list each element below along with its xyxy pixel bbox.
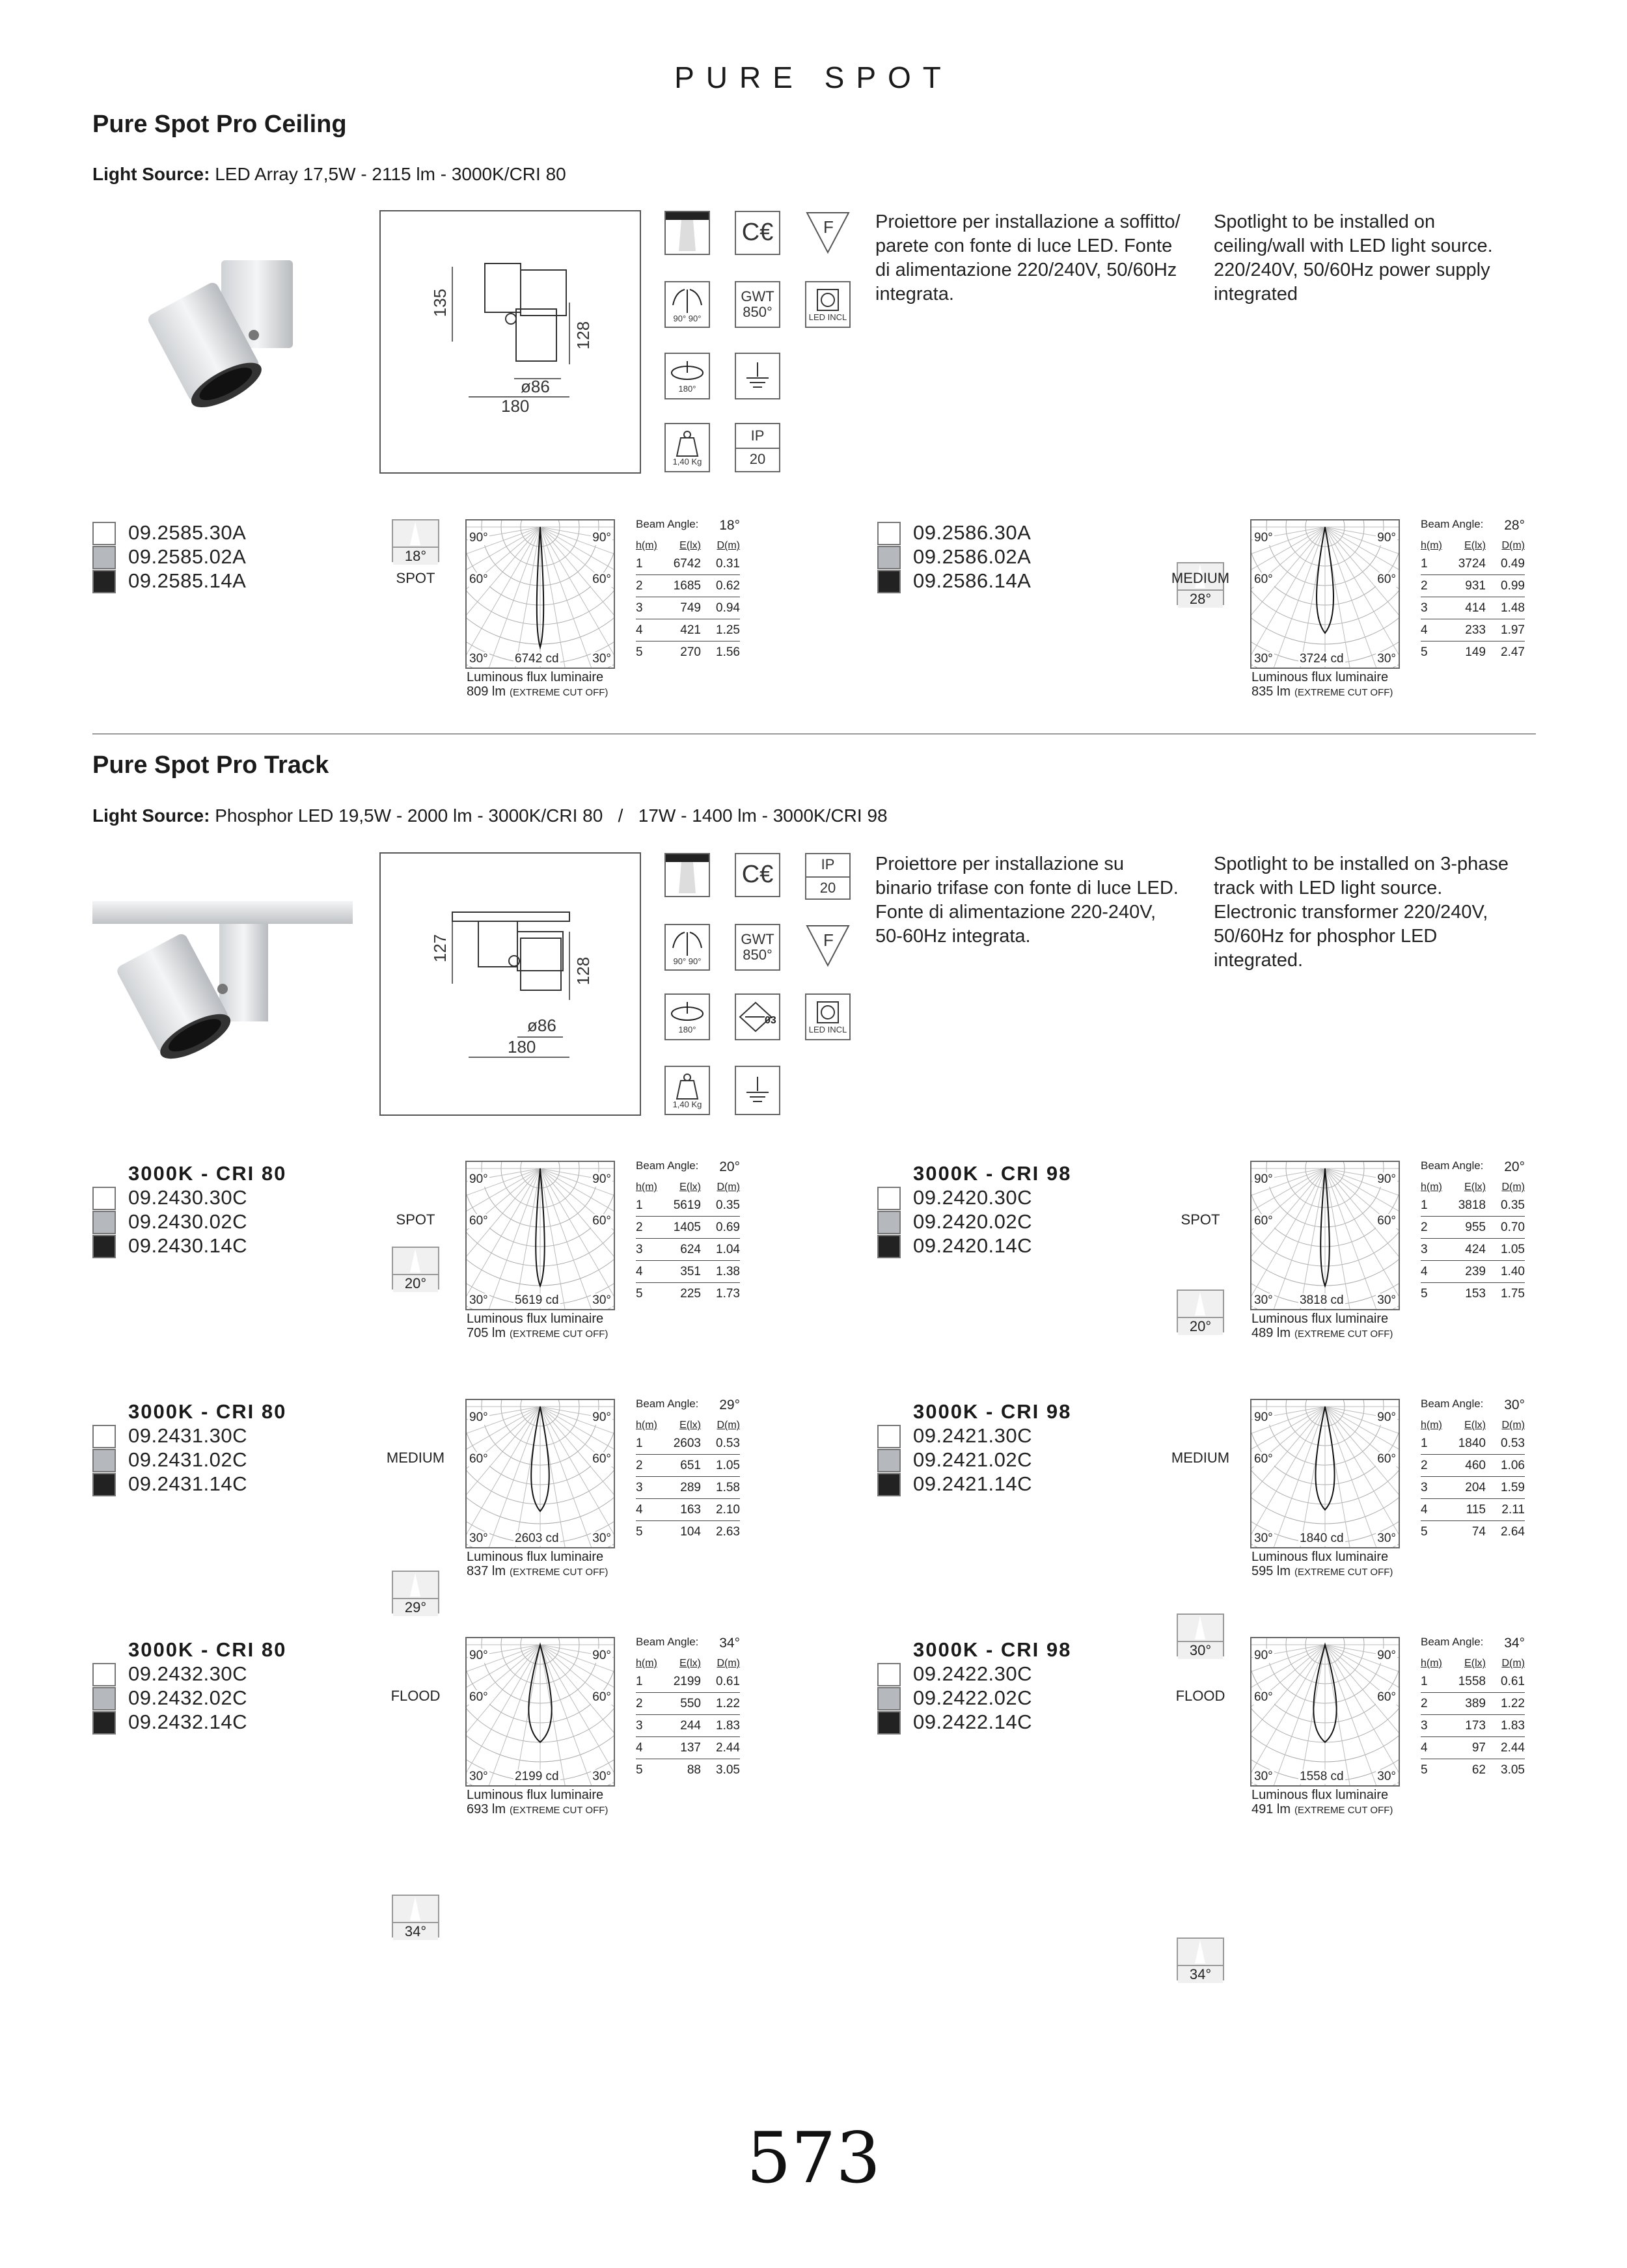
beam-angle-icon [392, 1895, 439, 1937]
dim-width: 180 [508, 1037, 536, 1057]
dimension-drawing-ceiling [379, 210, 641, 474]
beam-angle-value: 18° [393, 547, 438, 565]
illuminance-row: 3 414 1.48 [1421, 597, 1525, 619]
product-code: 09.2432.30C [128, 1662, 248, 1685]
product-photo-track [92, 885, 353, 1067]
beam-angle-value: 30° [1178, 1641, 1223, 1659]
product-code: 09.2585.02A [128, 545, 247, 568]
product-code: 09.2420.30C [913, 1186, 1033, 1209]
ce-mark-icon: C€ [735, 853, 780, 897]
svg-text:F: F [823, 930, 834, 950]
color-swatch [877, 1687, 901, 1710]
illuminance-table: Beam Angle: 20° h(m) E(lx) D(m) 1 5619 0.35 2 1405 0.69 3 624 1.04 4 351 1.38 5 225 1.73 [636, 1159, 740, 1305]
beam-angle-icon [1177, 1613, 1224, 1656]
peak-intensity: 6742 cd [515, 652, 559, 666]
illuminance-row: 5 225 1.73 [636, 1287, 740, 1301]
illuminance-table: Beam Angle: 18° h(m) E(lx) D(m) 1 6742 0.31 2 1685 0.62 3 749 0.94 4 421 1.25 5 270 1.56 [636, 518, 740, 664]
f-mark-icon [805, 924, 851, 968]
illuminance-table: Beam Angle: 30° h(m) E(lx) D(m) 1 1840 0.53 2 460 1.06 3 204 1.59 4 115 2.11 5 74 2.64 [1421, 1397, 1525, 1543]
track-adapter-icon [735, 993, 780, 1040]
led-included-icon: LED INCL [805, 993, 851, 1040]
peak-intensity: 2199 cd [515, 1770, 559, 1783]
rotation-icon: 180° [664, 993, 710, 1040]
dim-height: 127 [430, 934, 450, 963]
dim-diameter: ø86 [521, 377, 550, 396]
color-swatch [92, 1211, 116, 1234]
tilt-icon: 90° 90° [664, 281, 710, 328]
illuminance-row: 5 104 2.63 [636, 1525, 740, 1539]
polar-diagram: 90° 90° 60° 60° 30° 30° 6742 cd [465, 519, 615, 669]
product-photo-ceiling [146, 247, 303, 416]
section-title-track: Pure Spot Pro Track [92, 751, 329, 779]
illuminance-row: 4 421 1.25 [636, 619, 740, 641]
illuminance-row: 3 749 0.94 [636, 597, 740, 619]
illuminance-row: 4 233 1.97 [1421, 619, 1525, 641]
color-swatch [877, 1187, 901, 1210]
beam-angle-value: 29° [393, 1598, 438, 1616]
luminous-flux: Luminous flux luminaire 837 lm (EXTREME CUT OFF) [467, 1550, 608, 1578]
color-swatch [92, 570, 116, 593]
tilt-icon: 90° 90° [664, 924, 710, 971]
color-swatch [877, 1473, 901, 1496]
luminous-flux: Luminous flux luminaire 705 lm (EXTREME CUT OFF) [467, 1312, 608, 1340]
beam-type: SPOT [1181, 1211, 1220, 1228]
beam-type: MEDIUM [1171, 570, 1230, 586]
track-mount-icon [664, 853, 710, 897]
illuminance-row: 3 204 1.59 [1421, 1477, 1525, 1499]
illuminance-row: 2 550 1.22 [636, 1693, 740, 1715]
beam-type: MEDIUM [1171, 1450, 1230, 1466]
ip-rating-icon: IP 20 [805, 853, 851, 900]
illuminance-row: 5 62 3.05 [1421, 1763, 1525, 1777]
illuminance-row: 2 931 0.99 [1421, 575, 1525, 597]
page-number: 573 [746, 2118, 881, 2199]
product-code: 09.2421.14C [913, 1472, 1033, 1495]
illuminance-row: 3 173 1.83 [1421, 1715, 1525, 1737]
product-code: 09.2586.02A [913, 545, 1032, 568]
luminous-flux: Luminous flux luminaire 491 lm (EXTREME CUT OFF) [1251, 1788, 1393, 1816]
illuminance-table: Beam Angle: 34° h(m) E(lx) D(m) 1 1558 0.61 2 389 1.22 3 173 1.83 4 97 2.44 5 62 3.05 [1421, 1636, 1525, 1781]
color-swatch [92, 1711, 116, 1735]
illuminance-row: 3 424 1.05 [1421, 1239, 1525, 1261]
beam-type: FLOOD [390, 1688, 441, 1704]
product-code: 09.2430.02C [128, 1210, 248, 1233]
light-source-track: Light Source: Phosphor LED 19,5W - 2000 lm - 3000K/CRI 80 / 17W - 1400 lm - 3000K/CRI 98 [92, 805, 888, 826]
illuminance-row: 3 244 1.83 [636, 1715, 740, 1737]
beam-type: FLOOD [1175, 1688, 1225, 1704]
color-swatch [877, 1449, 901, 1472]
illuminance-row: 2 389 1.22 [1421, 1693, 1525, 1715]
page-title: PURE SPOT [674, 61, 953, 94]
description-en-ceiling: Spotlight to be installed on ceiling/wall with LED light source. 220/240V, 50/60Hz power supply integrated [1214, 211, 1493, 304]
illuminance-row: 1 3818 0.35 [1421, 1195, 1525, 1217]
description-it-ceiling: Proiettore per installazione a soffitto/ parete con fonte di luce LED. Fonte di alimentazione 220/240V, 50/60Hz integrata. [875, 211, 1181, 304]
dim-width: 180 [501, 396, 530, 416]
illuminance-row: 1 1558 0.61 [1421, 1671, 1525, 1693]
color-swatch [877, 1211, 901, 1234]
beam-angle-icon [1177, 1937, 1224, 1980]
product-code: 09.2420.14C [913, 1234, 1033, 1257]
illuminance-row: 2 460 1.06 [1421, 1455, 1525, 1477]
product-code: 09.2422.02C [913, 1686, 1033, 1709]
illuminance-row: 1 6742 0.31 [636, 553, 740, 575]
color-swatch [92, 1449, 116, 1472]
beam-type: SPOT [396, 1211, 435, 1228]
product-code: 09.2431.30C [128, 1424, 248, 1447]
peak-intensity: 2603 cd [515, 1532, 559, 1545]
light-source-ceiling: Light Source: LED Array 17,5W - 2115 lm - 3000K/CRI 80 [92, 164, 566, 184]
color-swatch [92, 522, 116, 545]
product-code: 09.2420.02C [913, 1210, 1033, 1233]
color-swatch [877, 522, 901, 545]
ip-rating-icon: IP 20 [735, 423, 780, 472]
section-title-ceiling: Pure Spot Pro Ceiling [92, 111, 347, 138]
illuminance-row: 1 5619 0.35 [636, 1195, 740, 1217]
ce-mark-icon: C€ [735, 211, 780, 255]
cri-label: 3000K - CRI 98 [913, 1638, 1072, 1661]
cri-label: 3000K - CRI 80 [128, 1162, 287, 1185]
illuminance-row: 5 270 1.56 [636, 645, 740, 659]
polar-diagram: 90° 90° 60° 60° 30° 30° 3724 cd [1250, 519, 1400, 669]
beam-angle-icon [392, 1247, 439, 1289]
luminous-flux: Luminous flux luminaire 809 lm (EXTREME CUT OFF) [467, 670, 608, 699]
description-en-track: Spotlight to be installed on 3-phase track with LED light source. Electronic transformer 220/240V, 50/60Hz for phosphor LED integrated. [1214, 854, 1509, 971]
illuminance-table: Beam Angle: 20° h(m) E(lx) D(m) 1 3818 0.35 2 955 0.70 3 424 1.05 4 239 1.40 5 153 1.75 [1421, 1159, 1525, 1305]
illuminance-row: 2 1685 0.62 [636, 575, 740, 597]
illuminance-row: 1 2603 0.53 [636, 1433, 740, 1455]
cri-label: 3000K - CRI 80 [128, 1400, 287, 1423]
peak-intensity: 5619 cd [515, 1293, 559, 1307]
color-swatch [877, 546, 901, 569]
color-swatch [877, 1425, 901, 1448]
illuminance-row: 3 624 1.04 [636, 1239, 740, 1261]
polar-diagram: 90° 90° 60° 60° 30° 30° 5619 cd [465, 1161, 615, 1310]
polar-diagram: 90° 90° 60° 60° 30° 30° 1840 cd [1250, 1399, 1400, 1548]
product-code: 09.2432.14C [128, 1710, 248, 1733]
svg-text:F: F [823, 217, 834, 237]
ceiling-mount-icon [664, 211, 710, 255]
cri-label: 3000K - CRI 80 [128, 1638, 287, 1661]
illuminance-row: 1 2199 0.61 [636, 1671, 740, 1693]
led-included-icon: LED INCL [805, 281, 851, 328]
beam-angle-icon [392, 1571, 439, 1613]
color-swatch [92, 546, 116, 569]
section-divider [92, 733, 1536, 735]
peak-intensity: 1840 cd [1300, 1532, 1344, 1545]
luminous-flux: Luminous flux luminaire 835 lm (EXTREME CUT OFF) [1251, 670, 1393, 699]
product-code: 09.2585.14A [128, 569, 247, 592]
illuminance-row: 5 88 3.05 [636, 1763, 740, 1777]
product-code: 09.2431.14C [128, 1472, 248, 1495]
product-code: 09.2421.02C [913, 1448, 1033, 1471]
luminous-flux: Luminous flux luminaire 595 lm (EXTREME CUT OFF) [1251, 1550, 1393, 1578]
beam-angle-value: 20° [1178, 1317, 1223, 1335]
product-code: 09.2432.02C [128, 1686, 248, 1709]
gwt-icon: GWT 850° [735, 924, 780, 971]
dimension-drawing-track [379, 852, 641, 1116]
earth-icon [735, 353, 780, 399]
polar-diagram: 90° 90° 60° 60° 30° 30° 3818 cd [1250, 1161, 1400, 1310]
polar-diagram: 90° 90° 60° 60° 30° 30° 1558 cd [1250, 1637, 1400, 1787]
luminous-flux: Luminous flux luminaire 489 lm (EXTREME CUT OFF) [1251, 1312, 1393, 1340]
product-code: 09.2585.30A [128, 521, 247, 544]
rotation-icon: 180° [664, 353, 710, 399]
beam-angle-value: 34° [393, 1922, 438, 1940]
beam-type: SPOT [396, 570, 435, 586]
illuminance-row: 2 1405 0.69 [636, 1217, 740, 1239]
illuminance-row: 2 651 1.05 [636, 1455, 740, 1477]
illuminance-row: 5 149 2.47 [1421, 645, 1525, 659]
color-swatch [877, 1663, 901, 1686]
color-swatch [92, 1425, 116, 1448]
beam-angle-icon [392, 519, 439, 562]
color-swatch [877, 570, 901, 593]
color-swatch [92, 1187, 116, 1210]
product-code: 09.2430.14C [128, 1234, 248, 1257]
illuminance-row: 2 955 0.70 [1421, 1217, 1525, 1239]
dim-height-2: 128 [573, 321, 594, 350]
illuminance-row: 4 351 1.38 [636, 1261, 740, 1283]
polar-diagram: 90° 90° 60° 60° 30° 30° 2603 cd [465, 1399, 615, 1548]
illuminance-row: 4 163 2.10 [636, 1499, 740, 1521]
illuminance-row: 3 289 1.58 [636, 1477, 740, 1499]
illuminance-table: Beam Angle: 34° h(m) E(lx) D(m) 1 2199 0.61 2 550 1.22 3 244 1.83 4 137 2.44 5 88 3.05 [636, 1636, 740, 1781]
cri-label: 3000K - CRI 98 [913, 1162, 1072, 1185]
color-swatch [92, 1235, 116, 1258]
dim-height: 135 [430, 288, 450, 317]
product-code: 09.2421.30C [913, 1424, 1033, 1447]
peak-intensity: 3724 cd [1300, 652, 1344, 666]
earth-icon [735, 1066, 780, 1115]
color-swatch [877, 1711, 901, 1735]
gwt-icon: GWT 850° [735, 281, 780, 328]
beam-angle-value: 20° [393, 1274, 438, 1292]
beam-type: MEDIUM [386, 1450, 445, 1466]
polar-diagram: 90° 90° 60° 60° 30° 30° 2199 cd [465, 1637, 615, 1787]
illuminance-row: 5 153 1.75 [1421, 1287, 1525, 1301]
product-code: 09.2586.14A [913, 569, 1032, 592]
cri-label: 3000K - CRI 98 [913, 1400, 1072, 1423]
peak-intensity: 1558 cd [1300, 1770, 1344, 1783]
weight-icon: 1,40 Kg [664, 423, 710, 472]
luminous-flux: Luminous flux luminaire 693 lm (EXTREME CUT OFF) [467, 1788, 608, 1816]
illuminance-row: 1 1840 0.53 [1421, 1433, 1525, 1455]
color-swatch [92, 1687, 116, 1710]
beam-angle-icon [1177, 1289, 1224, 1332]
illuminance-table: Beam Angle: 29° h(m) E(lx) D(m) 1 2603 0.53 2 651 1.05 3 289 1.58 4 163 2.10 5 104 2.63 [636, 1397, 740, 1543]
illuminance-row: 4 97 2.44 [1421, 1737, 1525, 1759]
description-it-track: Proiettore per installazione su binario trifase con fonte di luce LED. Fonte di alimentazione 220-240V, 50-60Hz integrata. [875, 854, 1179, 947]
peak-intensity: 3818 cd [1300, 1293, 1344, 1307]
illuminance-row: 1 3724 0.49 [1421, 553, 1525, 575]
illuminance-row: 4 115 2.11 [1421, 1499, 1525, 1521]
product-code: 09.2431.02C [128, 1448, 248, 1471]
illuminance-table: Beam Angle: 28° h(m) E(lx) D(m) 1 3724 0.49 2 931 0.99 3 414 1.48 4 233 1.97 5 149 2.47 [1421, 518, 1525, 664]
illuminance-row: 4 137 2.44 [636, 1737, 740, 1759]
color-swatch [877, 1235, 901, 1258]
beam-angle-value: 28° [1178, 589, 1223, 608]
beam-angle-value: 34° [1178, 1965, 1223, 1983]
svg-text:03: 03 [765, 1015, 776, 1026]
dim-diameter: ø86 [527, 1016, 556, 1035]
product-code: 09.2422.30C [913, 1662, 1033, 1685]
product-code: 09.2586.30A [913, 521, 1032, 544]
illuminance-row: 5 74 2.64 [1421, 1525, 1525, 1539]
f-mark-icon [805, 211, 851, 255]
product-code: 09.2430.30C [128, 1186, 248, 1209]
product-code: 09.2422.14C [913, 1710, 1033, 1733]
color-swatch [92, 1473, 116, 1496]
color-swatch [92, 1663, 116, 1686]
dim-height-2: 128 [573, 956, 594, 986]
weight-icon: 1,40 Kg [664, 1066, 710, 1115]
illuminance-row: 4 239 1.40 [1421, 1261, 1525, 1283]
